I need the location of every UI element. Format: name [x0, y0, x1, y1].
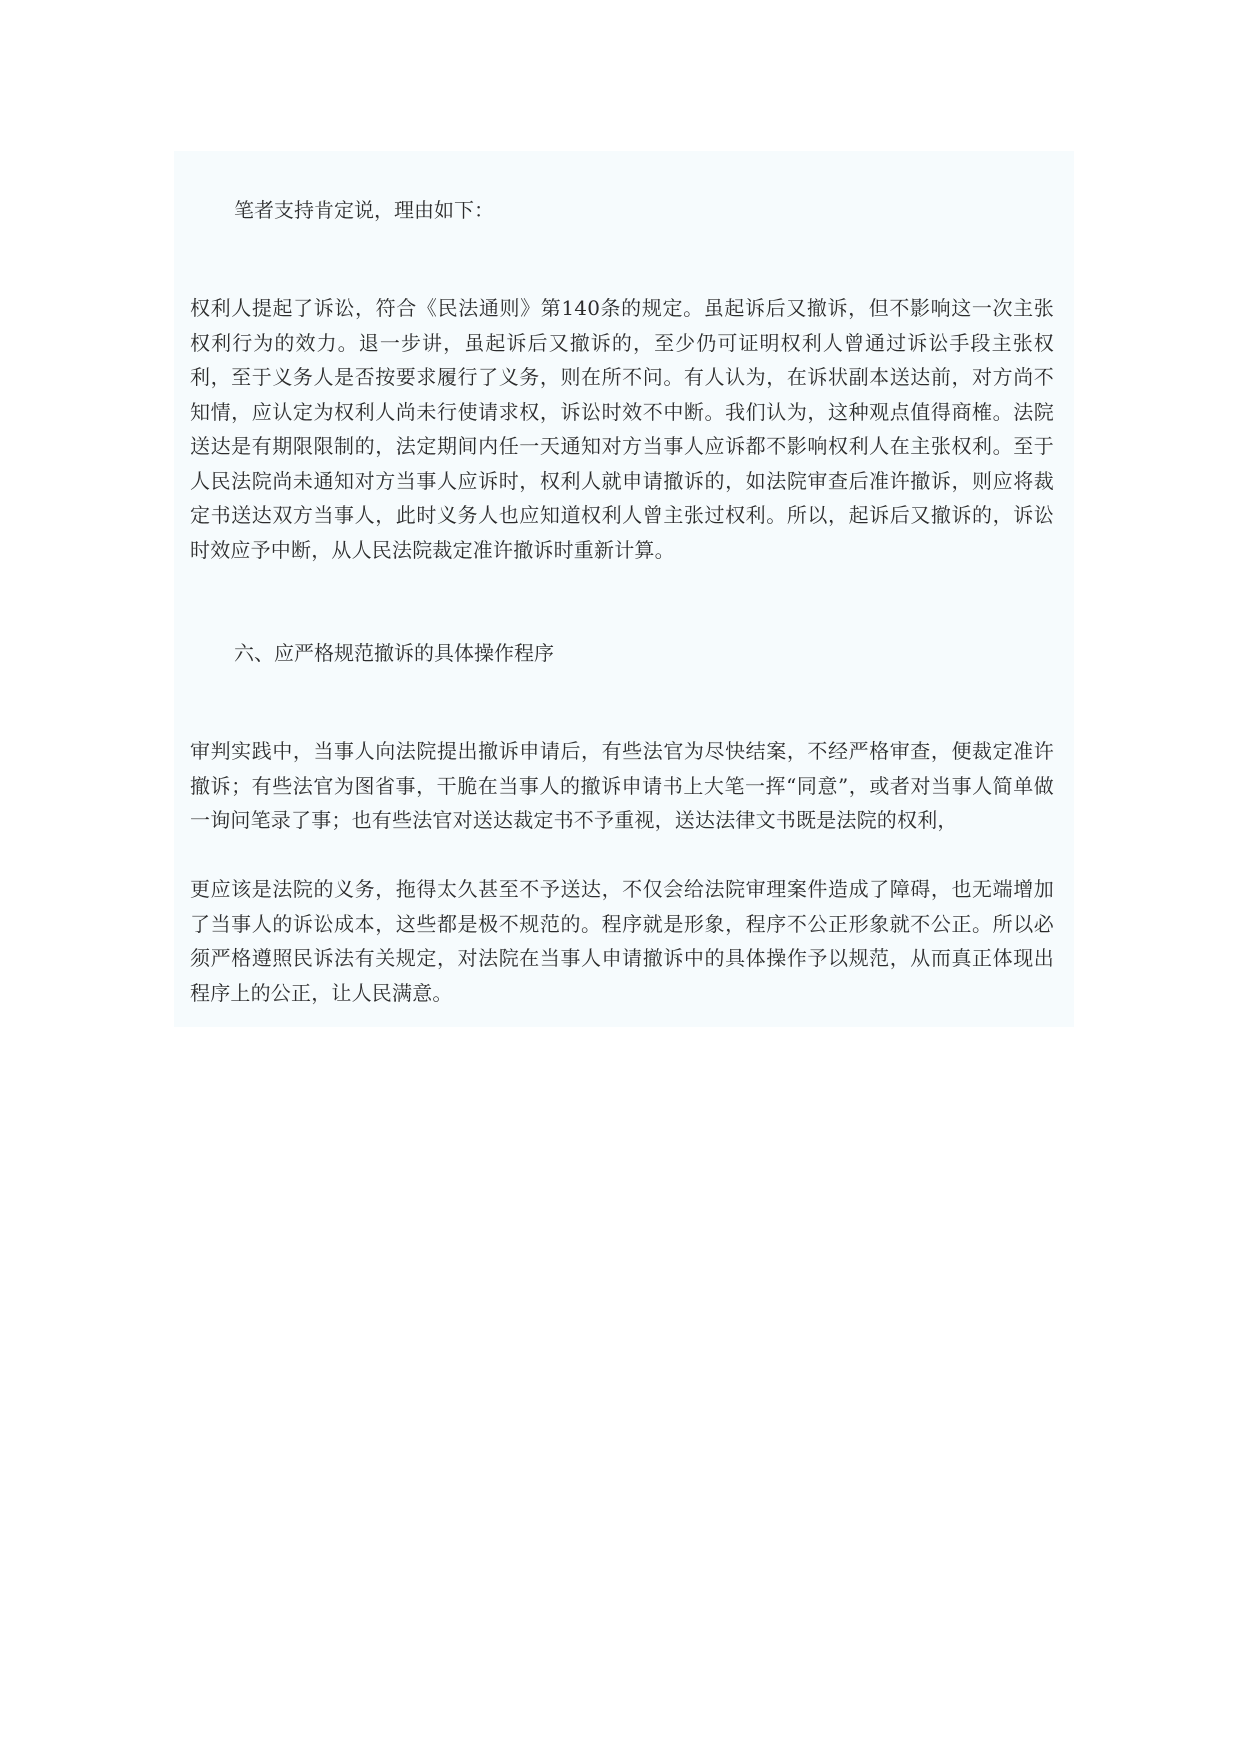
document-content-block [174, 151, 1074, 1027]
paragraph-2b: 更应该是法院的义务，拖得太久甚至不予送达，不仅会给法院审理案件造成了障碍，也无端增加了当事人的诉讼成本，这些都是极不规范的。程序就是形象，程序不公正形象就不公正。所以必须严格遵照民诉法有关规定，对法院在当事人申请撤诉中的具体操作予以规范，从而真正体现出程序上的公正，让人民满意。 [190, 877, 1054, 1005]
intro-line: 笔者支持肯定说，理由如下： [234, 198, 494, 222]
section-heading: 六、应严格规范撤诉的具体操作程序 [234, 641, 554, 665]
paragraph-2a: 审判实践中，当事人向法院提出撤诉申请后，有些法官为尽快结案，不经严格审查，便裁定准许撤诉；有些法官为图省事，干脆在当事人的撤诉申请书上大笔一挥“同意”，或者对当事人简单做一询问笔录了事；也有些法官对送达裁定书不予重视，送达法律文书既是法院的权利， [190, 739, 1054, 832]
paragraph-1: 权利人提起了诉讼，符合《民法通则》第140条的规定。虽起诉后又撤诉，但不影响这一次主张权利行为的效力。退一步讲，虽起诉后又撤诉的，至少仍可证明权利人曾通过诉讼手段主张权利，至于义务人是否按要求履行了义务，则在所不问。有人认为，在诉状副本送达前，对方尚不知情，应认定为权利人尚未行使请求权，诉讼时效不中断。我们认为，这种观点值得商榷。法院送达是有期限限制的，法定期间内任一天通知对方当事人应诉都不影响权利人在主张权利。至于人民法院尚未通知对方当事人应诉时，权利人就申请撤诉的，如法院审查后准许撤诉，则应将裁定书送达双方当事人，此时义务人也应知道权利人曾主张过权利。所以，起诉后又撤诉的，诉讼时效应予中断，从人民法院裁定准许撤诉时重新计算。 [190, 296, 1054, 562]
